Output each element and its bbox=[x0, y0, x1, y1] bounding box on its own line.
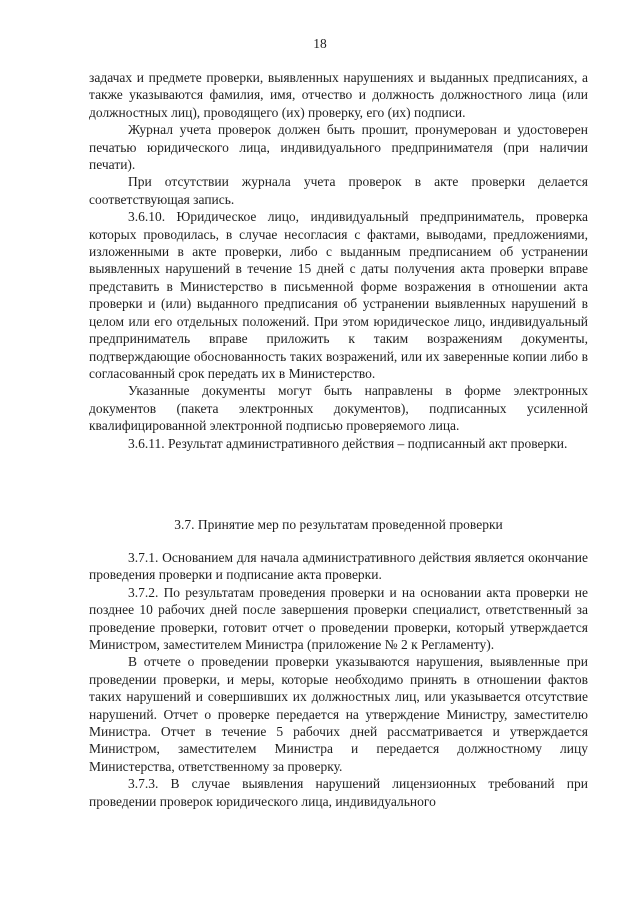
page-number: 18 bbox=[313, 36, 327, 51]
paragraph: 3.7.2. По результатам проведения проверки и на основании акта проверки не позднее 10 рабочих дней после завершения проверки специалист, ответственный за проведение проверки, готовит отчет о проведении проверки, который утверждается Министром, заместителем Министра (приложение № 2 к Регламенту). bbox=[89, 584, 588, 653]
paragraph: 3.6.10. Юридическое лицо, индивидуальный предприниматель, проверка которых проводилась, в случае несогласия с фактами, выводами, предложениями, изложенными в акте проверки, либо с выданным предписанием об устранении выявленных нарушений в течение 15 дней с даты получения акта проверки вправе представить в Министерство в письменной форме возражения в отношении акта проверки и (или) выданного предписания об устранении выявленных нарушений в целом или его отдельных положений. При этом юридическое лицо, индивидуальный предприниматель вправе приложить к таким возражениям документы, подтверждающие обоснованность таких возражений, или их заверенные копии либо в согласованный срок передать их в Министерство. bbox=[89, 209, 588, 381]
paragraph: 3.6.11. Результат административного действия – подписанный акт проверки. bbox=[128, 435, 568, 451]
paragraph: задачах и предмете проверки, выявленных нарушениях и выданных предписаниях, а также указываются фамилия, имя, отчество и должность должностного лица (или должностных лиц), проводящего (их) проверку, его (их) подписи. bbox=[89, 70, 588, 120]
paragraph: 3.7.1. Основанием для начала административного действия является окончание проведения проверки и подписание акта проверки. bbox=[89, 550, 588, 583]
paragraph: В отчете о проведении проверки указываются нарушения, выявленные при проведении проверки, и меры, которые необходимо принять в отношении фактов таких нарушений и совершивших их должностных лиц, или указывается отсутствие нарушений. Отчет о проверке передается на утверждение Министру, заместителю Министра. Отчет в течение 5 рабочих дней рассматривается и утверждается Министром, заместителем Министра и передается должностному лицу Министерства, ответственному за проверку. bbox=[89, 654, 588, 774]
body-text-after-heading bbox=[89, 549, 588, 810]
section-heading: 3.7. Принятие мер по результатам проведенной проверки bbox=[174, 517, 503, 532]
paragraph: При отсутствии журнала учета проверок в акте проверки делается соответствующая запись. bbox=[89, 174, 588, 207]
paragraph: 3.7.3. В случае выявления нарушений лицензионных требований при проведении проверок юридического лица, индивидуального bbox=[89, 776, 588, 809]
paragraph: Указанные документы могут быть направлены в форме электронных документов (пакета электронных документов), подписанных усиленной квалифицированной электронной подписью проверяемого лица. bbox=[89, 383, 588, 434]
body-text-before-heading bbox=[89, 69, 588, 452]
paragraph: Журнал учета проверок должен быть прошит, пронумерован и удостоверен печатью юридического лица, индивидуального предпринимателя (при наличии печати). bbox=[89, 122, 588, 173]
